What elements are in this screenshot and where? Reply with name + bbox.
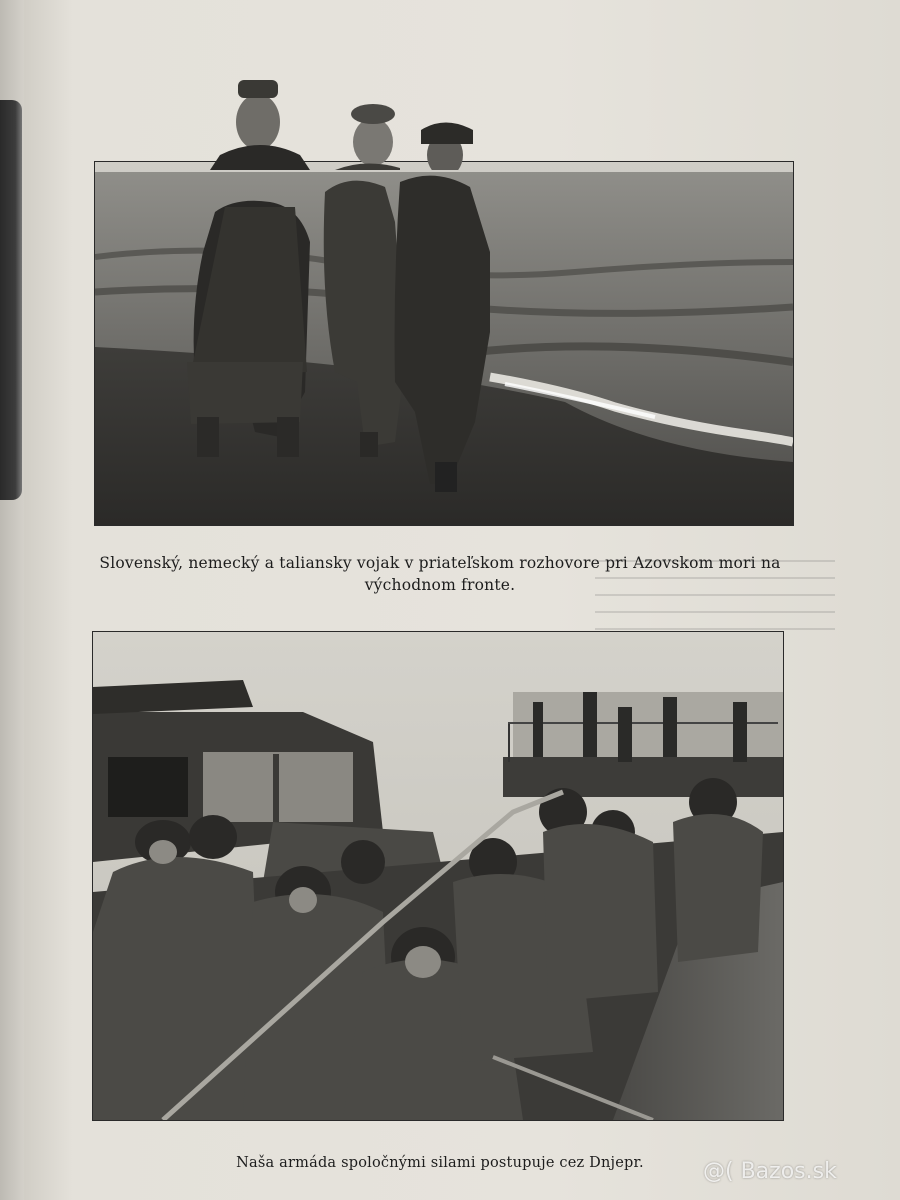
photo-caption-1: Slovenský, nemecký a taliansky vojak v priateľskom rozhovore pri Azovskom mori na východnom fronte.: [99, 554, 781, 594]
adjacent-page-edge: [0, 0, 24, 1200]
book-page: [20, 0, 900, 1200]
bazos-watermark: @( Bazos.sk: [703, 1159, 837, 1184]
photo-soldiers-at-sea: [95, 162, 793, 525]
photo-caption-2: Naša armáda spoločnými silami postupuje cez Dnjepr.: [236, 1155, 644, 1171]
photo-army-crossing-river: [93, 632, 783, 1120]
photo-soldiers-heads: [95, 60, 793, 170]
adjacent-page-photo-strip: [0, 100, 22, 500]
